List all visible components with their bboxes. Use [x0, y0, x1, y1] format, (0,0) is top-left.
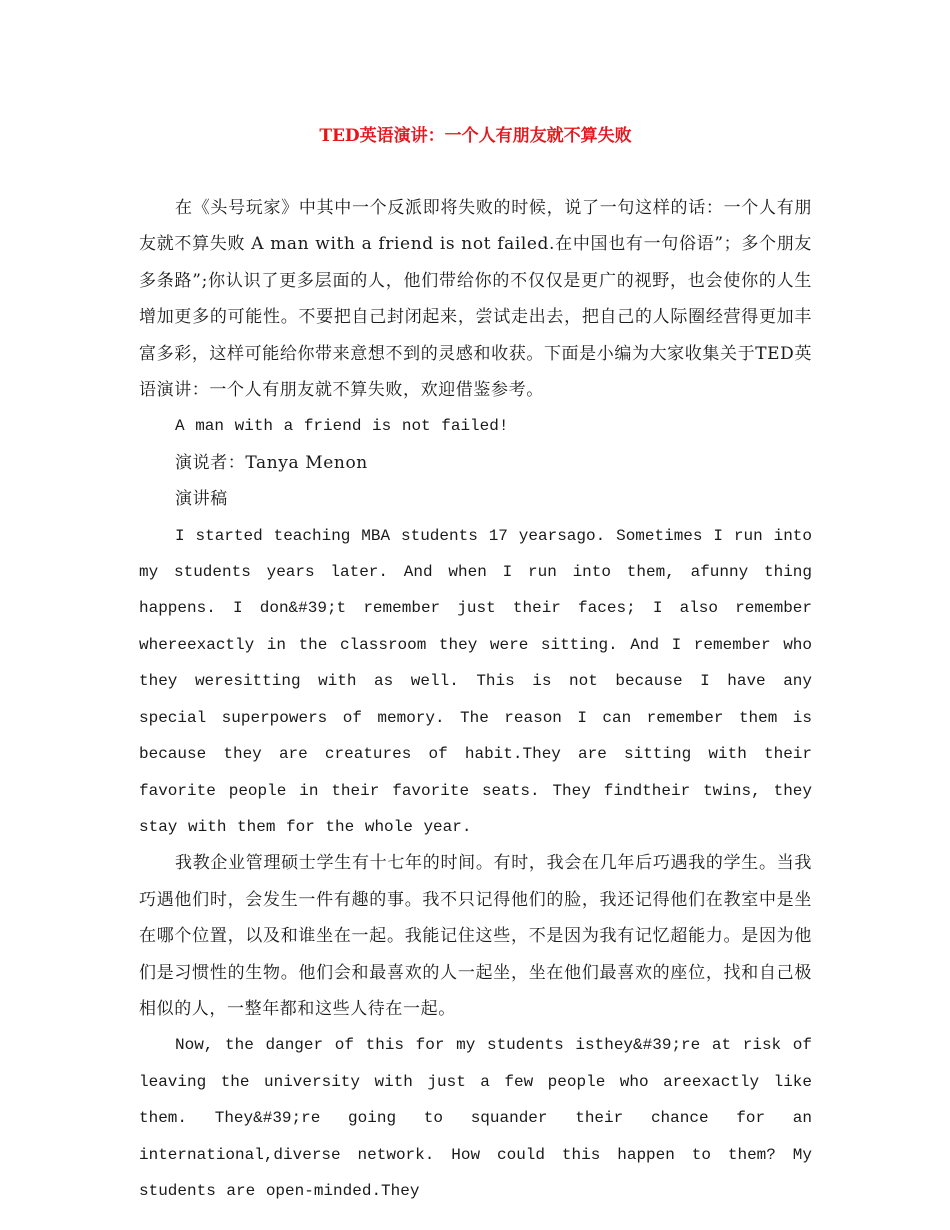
- english-paragraph-2: Now, the danger of this for my students isthey&#39;re at risk of leaving the university with just a few people who areexactly like them. They&#39;re going to squander their chance for an international,diverse network. How could this happen to them? My students are open-minded.They: [139, 1036, 812, 1200]
- document-page: [139, 0, 812, 1230]
- section-label: 演讲稿: [175, 489, 228, 510]
- document-body: [139, 190, 812, 1209]
- english-paragraph-1: I started teaching MBA students 17 yearsago. Sometimes I run into my students years later. And when I run into them, afunny thing happens. I don&#39;t remember just their faces; I also remember whereexactly in the classroom they were sitting. And I remember who they weresitting with as well. This is not because I have any special superpowers of memory. The reason I can remember them is because they are creatures of habit.They are sitting with their favorite people in their favorite seats. They findtheir twins, they stay with them for the whole year.: [139, 526, 812, 836]
- speaker-line: 演说者：Tanya Menon: [175, 452, 368, 473]
- quote-line: A man with a friend is not failed!: [175, 417, 509, 436]
- intro-paragraph: 在《头号玩家》中其中一个反派即将失败的时候，说了一句这样的话：一个人有朋友就不算失败 A man with a friend is not failed.在中国也有一句俗语”；多个朋友多条路”;你认识了更多层面的人，他们带给你的不仅仅是更广的视野，也会使你的人生增加更多的可能性。不要把自己封闭起来，尝试走出去，把自己的人际圈经营得更加丰富多彩，这样可能给你带来意想不到的灵感和收获。下面是小编为大家收集关于TED英语演讲：一个人有朋友就不算失败，欢迎借鉴参考。: [139, 198, 812, 401]
- document-title: TED英语演讲：一个人有朋友就不算失败: [319, 126, 632, 146]
- chinese-paragraph-1: 我教企业管理硕士学生有十七年的时间。有时，我会在几年后巧遇我的学生。当我巧遇他们时，会发生一件有趣的事。我不只记得他们的脸，我还记得他们在教室中是坐在哪个位置，以及和谁坐在一起。我能记住这些，不是因为我有记忆超能力。是因为他们是习惯性的生物。他们会和最喜欢的人一起坐，坐在他们最喜欢的座位，找和自己极相似的人，一整年都和这些人待在一起。: [139, 853, 812, 1019]
